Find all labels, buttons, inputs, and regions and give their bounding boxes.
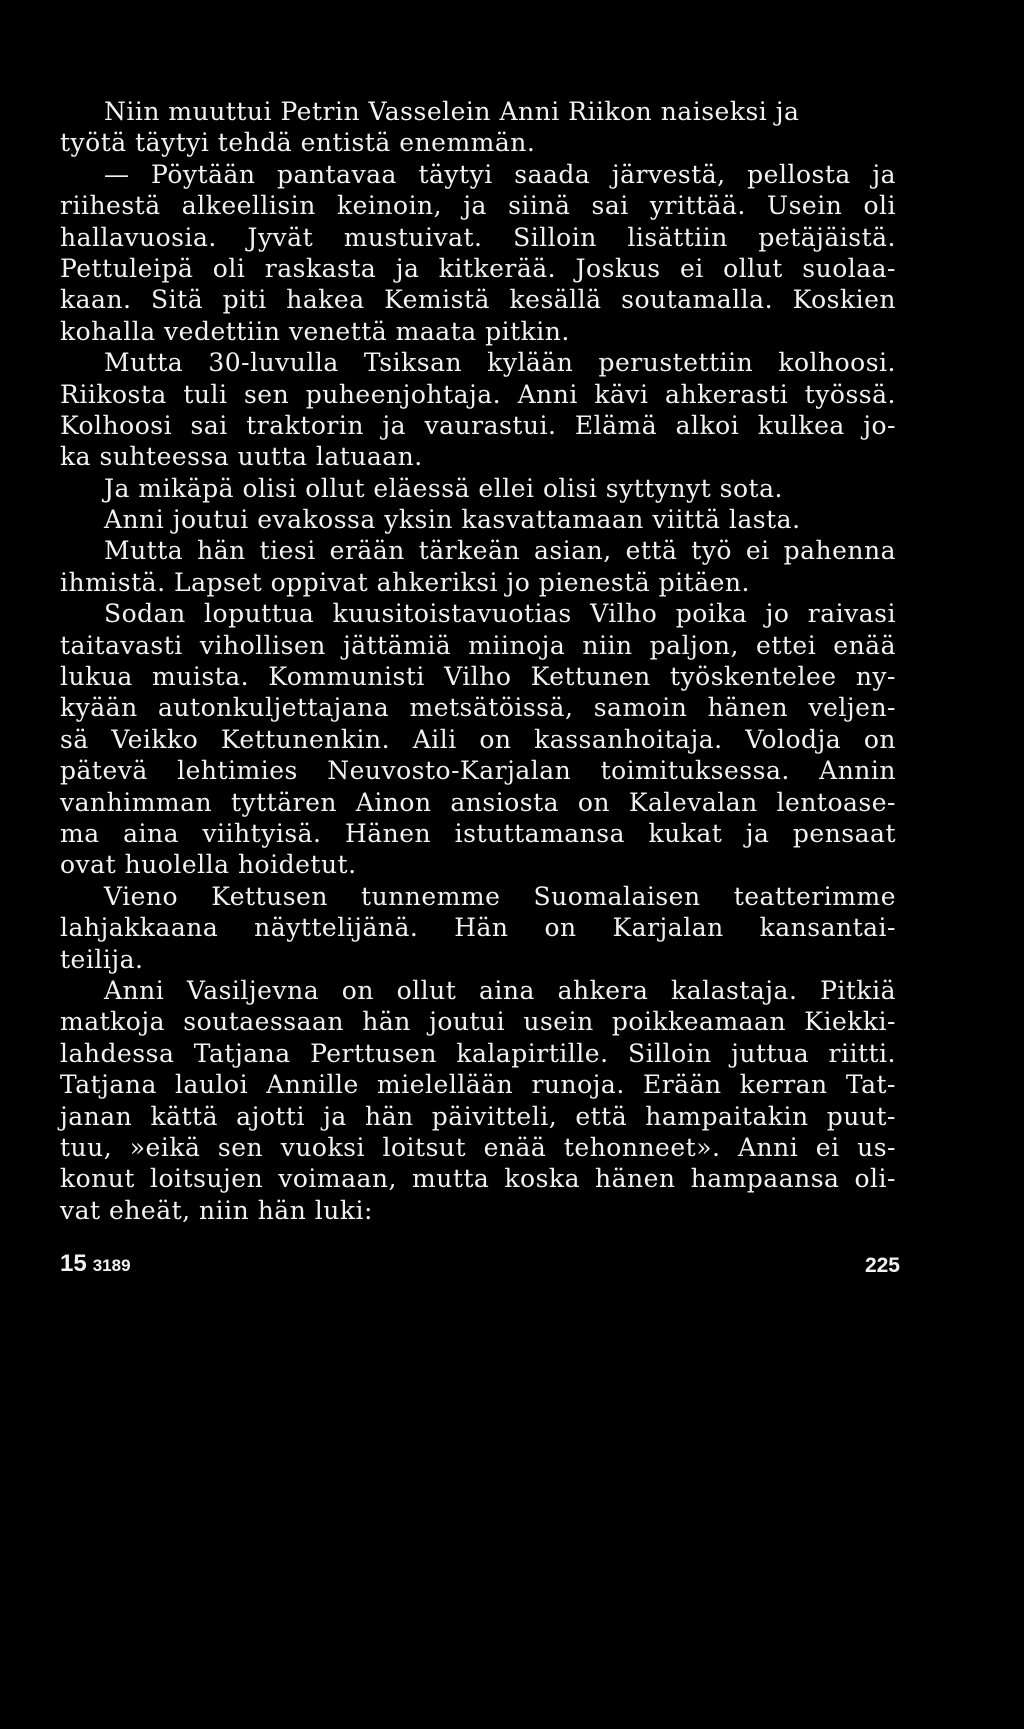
text-line: Anni Vasiljevna on ollut aina ahkera kalastaja. Pitkiä [104,975,896,1005]
text-line: Vieno Kettusen tunnemme Suomalaisen teatterimme [104,881,896,911]
signature-code: 3189 [92,1256,131,1275]
text-line: ovat huolella hoidetut. [60,850,357,880]
text-line: hallavuosia. Jyvät mustuivat. Silloin lisättiin petäjäistä. [60,222,896,252]
text-line: vanhimman tyttären Ainon ansiosta on Kalevalan lentoase- [60,787,896,817]
text-line: vat eheät, niin hän luki: [60,1195,373,1225]
text-line: Mutta 30-luvulla Tsiksan kylään perustettiin kolhoosi. [104,348,896,378]
text-line: lahjakkaana näyttelijänä. Hän on Karjalan kansantai- [60,913,896,943]
text-line: Pettuleipä oli raskasta ja kitkerää. Joskus ei ollut suolaa- [60,253,896,283]
text-line: matkoja soutaessaan hän joutui usein poikkeamaan Kiekki- [60,1007,896,1037]
text-line: Anni joutui evakossa yksin kasvattamaan viittä lasta. [104,505,801,535]
printer-signature [60,1250,131,1278]
text-line: Kolhoosi sai traktorin ja vaurastui. Elämä alkoi kulkea jo- [60,410,896,440]
page-footer [60,1250,900,1290]
text-line: taitavasti vihollisen jättämiä miinoja niin paljon, ettei enää [60,630,896,660]
text-line: Sodan loputtua kuusitoistavuotias Vilho poika jo raivasi [104,599,896,629]
text-line: pätevä lehtimies Neuvosto-Karjalan toimituksessa. Annin [60,756,896,786]
text-line: — Pöytään pantavaa täytyi saada järvestä, pellosta ja [104,159,896,189]
text-line: ma aina viihtyisä. Hänen istuttamansa kukat ja pensaat [60,818,896,848]
text-line: konut loitsujen voimaan, mutta koska hänen hampaansa oli- [60,1164,896,1194]
text-line: lukua muista. Kommunisti Vilho Kettunen työskentelee ny- [60,662,896,692]
signature-number: 15 [60,1250,87,1277]
text-line: Niin muuttui Petrin Vasselein Anni Riikon naiseksi ja [104,97,800,126]
text-column [60,96,896,1226]
text-line: janan kättä ajotti ja hän päivitteli, että hampaitakin puut- [60,1101,896,1131]
text-line: Tatjana lauloi Annille mielellään runoja. Erään kerran Tat- [60,1070,896,1100]
text-line: työtä täytyi tehdä entistä enemmän. [60,128,536,158]
page-number: 225 [864,1254,900,1277]
text-line: sä Veikko Kettunenkin. Aili on kassanhoitaja. Volodja on [60,724,896,754]
text-line: kohalla vedettiin venettä maata pitkin. [60,316,570,346]
text-line: lahdessa Tatjana Perttusen kalapirtille. Silloin juttua riitti. [60,1038,896,1068]
text-line: kaan. Sitä piti hakea Kemistä kesällä soutamalla. Koskien [60,285,896,315]
text-line: ihmistä. Lapset oppivat ahkeriksi jo pienestä pitäen. [60,567,750,597]
text-line: Mutta hän tiesi erään tärkeän asian, että työ ei pahenna [104,536,896,566]
text-line: tuu, »eikä sen vuoksi loitsut enää tehonneet». Anni ei us- [60,1132,896,1162]
text-line: kyään autonkuljettajana metsätöissä, samoin hänen veljen- [60,693,896,723]
text-line: Ja mikäpä olisi ollut eläessä ellei olisi syttynyt sota. [104,473,783,503]
text-line: Riikosta tuli sen puheenjohtaja. Anni kävi ahkerasti työssä. [60,379,896,409]
text-line: riihestä alkeellisin keinoin, ja siinä sai yrittää. Usein oli [60,191,896,221]
text-line: ka suhteessa uutta latuaan. [60,442,423,472]
text-line: teilija. [60,944,144,974]
